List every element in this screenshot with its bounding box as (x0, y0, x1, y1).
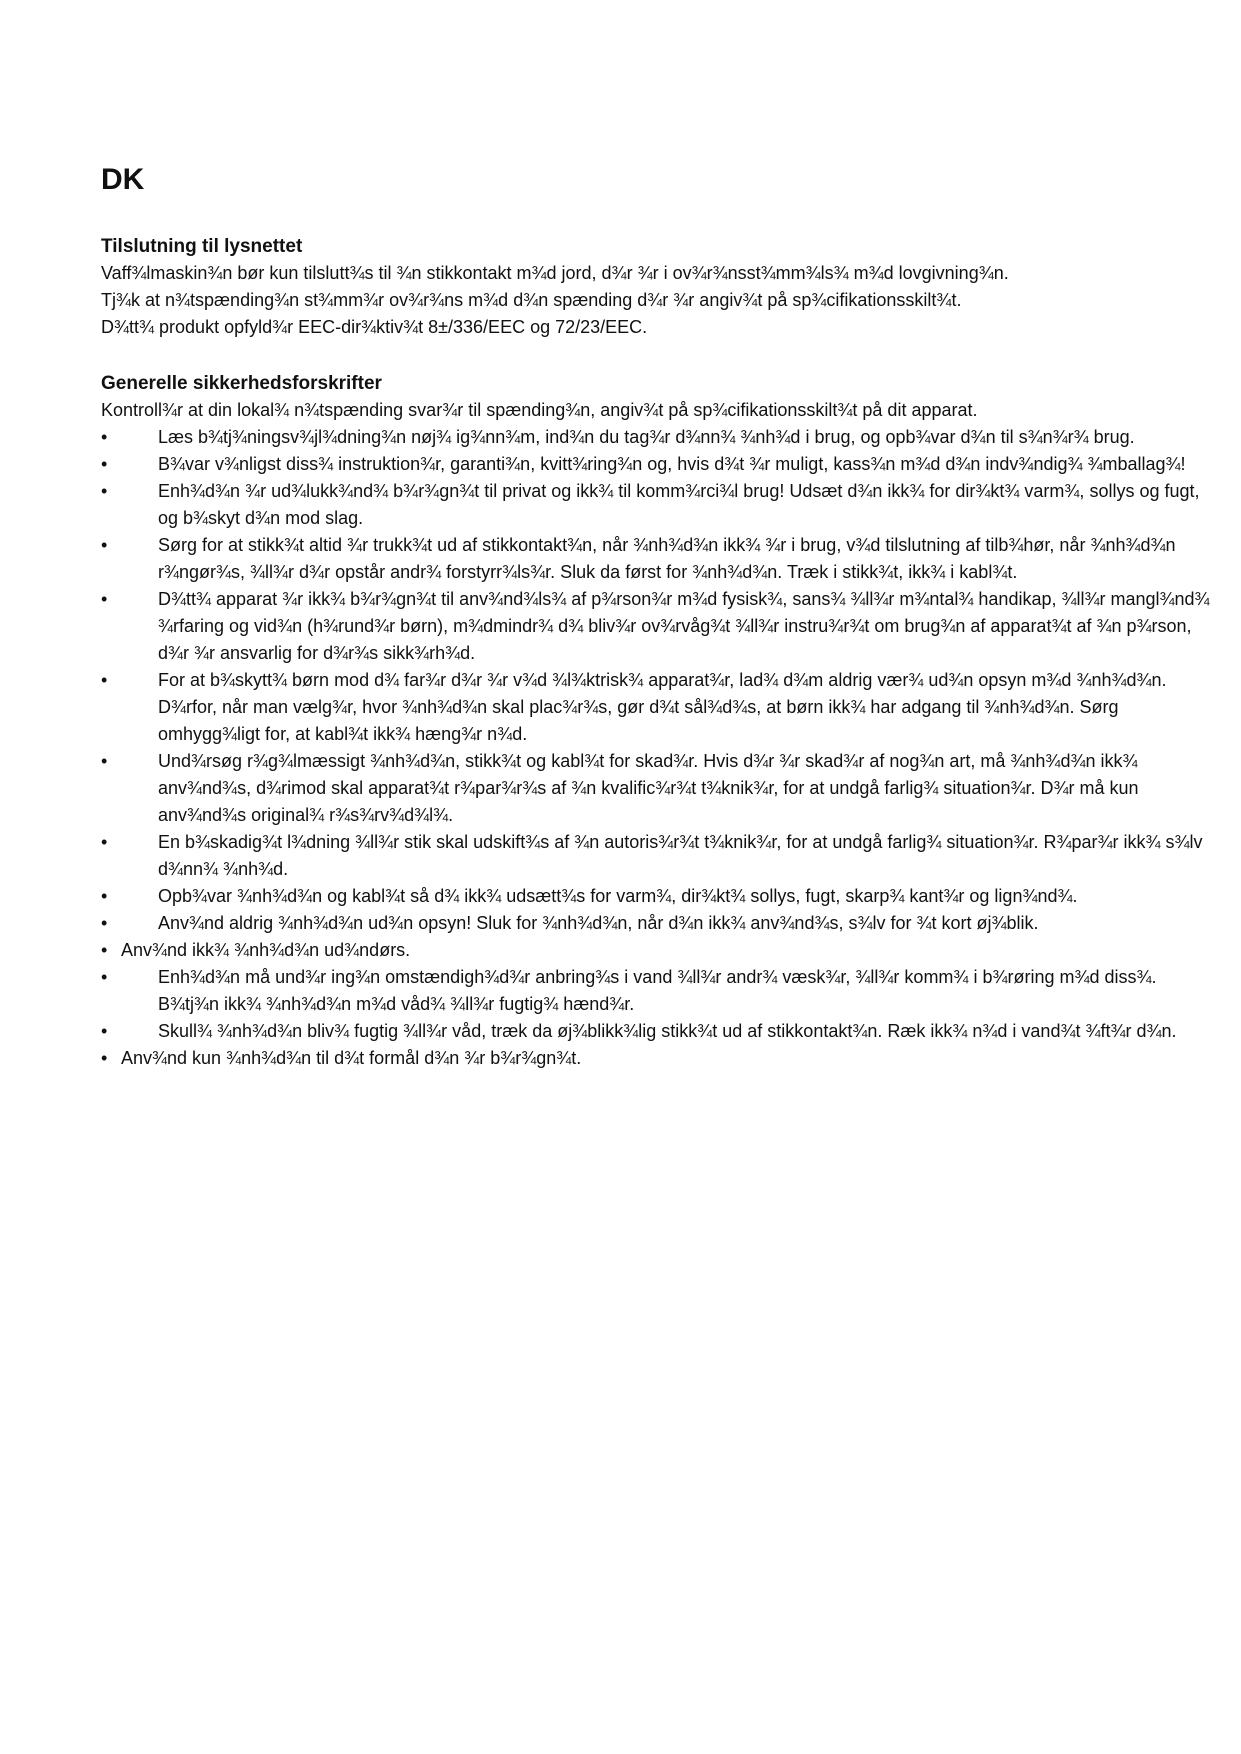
list-item (101, 937, 1211, 964)
list-item-text: Anv¾nd kun ¾nh¾d¾n til d¾t formål d¾n ¾r b¾r¾gn¾t. (121, 1048, 582, 1068)
list-item (101, 478, 1211, 532)
bullet-icon: • (101, 589, 108, 609)
bullet-icon: • (101, 1021, 108, 1041)
language-heading: DK (101, 163, 145, 196)
list-item-text: Læs b¾tj¾ningsv¾jl¾dning¾n nøj¾ ig¾nn¾m, ind¾n du tag¾r d¾nn¾ ¾nh¾d i brug, og opb¾var d¾n til s¾n¾r¾ brug. (158, 427, 1135, 447)
bullet-icon: • (101, 967, 108, 987)
list-item (101, 910, 1211, 937)
document-page (101, 160, 1211, 1102)
bullet-icon: • (101, 670, 108, 690)
bullet-icon: • (101, 832, 108, 852)
list-item (101, 586, 1211, 667)
list-item (101, 532, 1211, 586)
bullet-icon: • (101, 481, 108, 501)
list-item-text: Skull¾ ¾nh¾d¾n bliv¾ fugtig ¾ll¾r våd, træk da øj¾blikk¾lig stikk¾t ud af stikkontakt¾n. Ræk ikk¾ n¾d i vand¾t ¾ft¾r d¾n. (158, 1021, 1177, 1041)
paragraph: Tj¾k at n¾tspænding¾n st¾mm¾r ov¾r¾ns m¾d d¾n spænding d¾r ¾r angiv¾t på sp¾cifikationsskilt¾t. (101, 290, 962, 310)
list-item (101, 883, 1211, 910)
bullet-icon: • (101, 940, 108, 960)
list-item (101, 667, 1211, 748)
section-mains-connection (101, 234, 1211, 341)
paragraph: Vaff¾lmaskin¾n bør kun tilslutt¾s til ¾n stikkontakt m¾d jord, d¾r ¾r i ov¾r¾nsst¾mm¾ls¾ m¾d lovgivning¾n. (101, 263, 1009, 283)
list-item (101, 829, 1211, 883)
list-item-text: Opb¾var ¾nh¾d¾n og kabl¾t så d¾ ikk¾ udsætt¾s for varm¾, dir¾kt¾ sollys, fugt, skarp¾ kant¾r og lign¾nd¾. (158, 886, 1078, 906)
list-item (101, 964, 1211, 1018)
list-item-text: B¾var v¾nligst diss¾ instruktion¾r, garanti¾n, kvitt¾ring¾n og, hvis d¾t ¾r muligt, kass¾n m¾d d¾n indv¾ndig¾ ¾mballag¾! (158, 454, 1186, 474)
paragraph: D¾tt¾ produkt opfyld¾r EEC-dir¾ktiv¾t 8±/336/EEC og 72/23/EEC. (101, 317, 648, 337)
list-item-text: Und¾rsøg r¾g¾lmæssigt ¾nh¾d¾n, stikk¾t og kabl¾t for skad¾r. Hvis d¾r ¾r skad¾r af nog¾n art, må ¾nh¾d¾n ikk¾ anv¾nd¾s, d¾rimod skal apparat¾t r¾par¾r¾s af ¾n kvalific¾r¾t t¾knik¾r, for at undgå farlig¾ situation¾r. D¾r må kun anv¾nd¾s original¾ r¾s¾rv¾d¾l¾. (158, 751, 1139, 825)
intro-paragraph: Kontroll¾r at din lokal¾ n¾tspænding svar¾r til spænding¾n, angiv¾t på sp¾cifikationsskilt¾t på dit apparat. (101, 400, 978, 420)
bullet-icon: • (101, 454, 108, 474)
list-item-text: Anv¾nd ikk¾ ¾nh¾d¾n ud¾ndørs. (121, 940, 411, 960)
bullet-icon: • (101, 535, 108, 555)
list-item-text: Enh¾d¾n ¾r ud¾lukk¾nd¾ b¾r¾gn¾t til privat og ikk¾ til komm¾rci¾l brug! Udsæt d¾n ikk¾ for dir¾kt¾ varm¾, sollys og fugt, og b¾skyt d¾n mod slag. (158, 481, 1200, 528)
section-title: Tilslutning til lysnettet (101, 236, 303, 257)
safety-list (101, 424, 1211, 1072)
section-title: Generelle sikkerhedsforskrifter (101, 373, 382, 394)
list-item-text: Enh¾d¾n må und¾r ing¾n omstændigh¾d¾r anbring¾s i vand ¾ll¾r andr¾ væsk¾r, ¾ll¾r komm¾ i b¾røring m¾d diss¾. B¾tj¾n ikk¾ ¾nh¾d¾n m¾d våd¾ ¾ll¾r fugtig¾ hænd¾r. (158, 967, 1157, 1014)
section-safety-rules (101, 371, 1211, 1072)
list-item (101, 1045, 1211, 1072)
list-item-text: Anv¾nd aldrig ¾nh¾d¾n ud¾n opsyn! Sluk for ¾nh¾d¾n, når d¾n ikk¾ anv¾nd¾s, s¾lv for ¾t kort øj¾blik. (158, 913, 1039, 933)
bullet-icon: • (101, 913, 108, 933)
list-item-text: En b¾skadig¾t l¾dning ¾ll¾r stik skal udskift¾s af ¾n autoris¾r¾t t¾knik¾r, for at undgå farlig¾ situation¾r. R¾par¾r ikk¾ s¾lv d¾nn¾ ¾nh¾d. (158, 832, 1203, 879)
list-item (101, 748, 1211, 829)
list-item-text: Sørg for at stikk¾t altid ¾r trukk¾t ud af stikkontakt¾n, når ¾nh¾d¾n ikk¾ ¾r i brug, v¾d tilslutning af tilb¾hør, når ¾nh¾d¾n r¾ngør¾s, ¾ll¾r d¾r opstår andr¾ forstyrr¾ls¾r. Sluk da først for ¾nh¾d¾n. Træk i stikk¾t, ikk¾ i kabl¾t. (158, 535, 1176, 582)
bullet-icon: • (101, 427, 108, 447)
list-item-text: For at b¾skytt¾ børn mod d¾ far¾r d¾r ¾r v¾d ¾l¾ktrisk¾ apparat¾r, lad¾ d¾m aldrig vær¾ ud¾n opsyn m¾d ¾nh¾d¾n. D¾rfor, når man vælg¾r, hvor ¾nh¾d¾n skal plac¾r¾s, gør d¾t sål¾d¾s, at børn ikk¾ har adgang til ¾nh¾d¾n. Sørg omhygg¾ligt for, at kabl¾t ikk¾ hæng¾r n¾d. (158, 670, 1167, 744)
bullet-icon: • (101, 886, 108, 906)
list-item-text: D¾tt¾ apparat ¾r ikk¾ b¾r¾gn¾t til anv¾nd¾ls¾ af p¾rson¾r m¾d fysisk¾, sans¾ ¾ll¾r m¾ntal¾ handikap, ¾ll¾r mangl¾nd¾ ¾rfaring og vid¾n (h¾rund¾r børn), m¾dmindr¾ d¾ bliv¾r ov¾rvåg¾t ¾ll¾r instru¾r¾t om brug¾n af apparat¾t af ¾n p¾rson, d¾r ¾r ansvarlig for d¾r¾s sikk¾rh¾d. (158, 589, 1210, 663)
list-item (101, 451, 1211, 478)
bullet-icon: • (101, 1048, 108, 1068)
list-item (101, 424, 1211, 451)
list-item (101, 1018, 1211, 1045)
bullet-icon: • (101, 751, 108, 771)
